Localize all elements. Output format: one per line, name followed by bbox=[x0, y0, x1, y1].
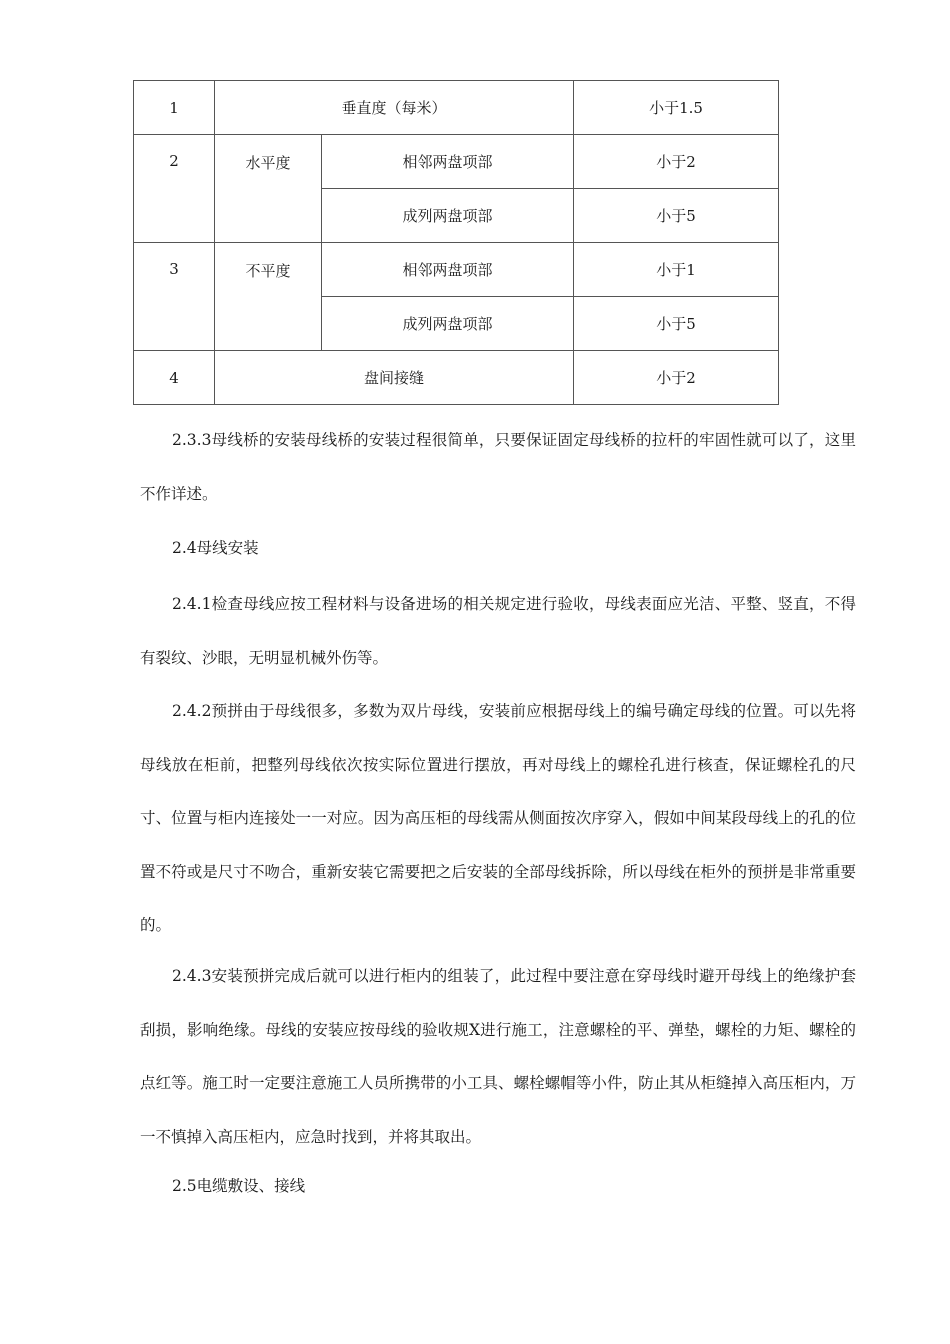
tolerance-value: 小于2 bbox=[574, 351, 779, 405]
item-name: 垂直度（每米） bbox=[215, 81, 574, 135]
row-number: 2 bbox=[134, 135, 215, 243]
table-row bbox=[134, 81, 779, 135]
paragraph-2-4-2: 2.4.2预拼由于母线很多，多数为双片母线，安装前应根据母线上的编号确定母线的位置。可以先将母线放在柜前，把整列母线依次按实际位置进行摆放，再对母线上的螺栓孔进行核查，保证螺栓孔的尺寸、位置与柜内连接处一一对应。因为高压柜的母线需从侧面按次序穿入，假如中间某段母线上的孔的位置不符或是尺寸不吻合，重新安装它需要把之后安装的全部母线拆除，所以母线在柜外的预拼是非常重要的。 bbox=[140, 702, 856, 934]
item-name: 盘间接缝 bbox=[215, 351, 574, 405]
item-group: 不平度 bbox=[215, 243, 322, 351]
sub-item: 成列两盘项部 bbox=[322, 189, 574, 243]
sub-item: 成列两盘项部 bbox=[322, 297, 574, 351]
tolerance-table bbox=[133, 80, 779, 405]
tolerance-value: 小于1 bbox=[574, 243, 779, 297]
table-row bbox=[134, 135, 779, 189]
section-heading-2-4: 2.4母线安装 bbox=[172, 539, 259, 557]
paragraph-2-4-1: 2.4.1检查母线应按工程材料与设备进场的相关规定进行验收，母线表面应光洁、平整、竖直，不得有裂纹、沙眼，无明显机械外伤等。 bbox=[140, 595, 856, 667]
row-number: 4 bbox=[134, 351, 215, 405]
row-number: 1 bbox=[134, 81, 215, 135]
tolerance-value: 小于5 bbox=[574, 297, 779, 351]
paragraph-2-4-3: 2.4.3安装预拼完成后就可以进行柜内的组装了，此过程中要注意在穿母线时避开母线上的绝缘护套刮损，影响绝缘。母线的安装应按母线的验收规X进行施工，注意螺栓的平、弹垫，螺栓的力矩、螺栓的点红等。施工时一定要注意施工人员所携带的小工具、螺栓螺帽等小件，防止其从柜缝掉入高压柜内，万一不慎掉入高压柜内，应急时找到，并将其取出。 bbox=[140, 967, 856, 1146]
tolerance-value: 小于2 bbox=[574, 135, 779, 189]
row-number: 3 bbox=[134, 243, 215, 351]
table-row bbox=[134, 351, 779, 405]
sub-item: 相邻两盘项部 bbox=[322, 243, 574, 297]
tolerance-value: 小于1.5 bbox=[574, 81, 779, 135]
sub-item: 相邻两盘项部 bbox=[322, 135, 574, 189]
tolerance-value: 小于5 bbox=[574, 189, 779, 243]
item-group: 水平度 bbox=[215, 135, 322, 243]
paragraph-2-3-3: 2.3.3母线桥的安装母线桥的安装过程很简单，只要保证固定母线桥的拉杆的牢固性就可以了，这里不作详述。 bbox=[140, 431, 856, 503]
table-row bbox=[134, 243, 779, 297]
section-heading-2-5: 2.5电缆敷设、接线 bbox=[172, 1177, 306, 1195]
